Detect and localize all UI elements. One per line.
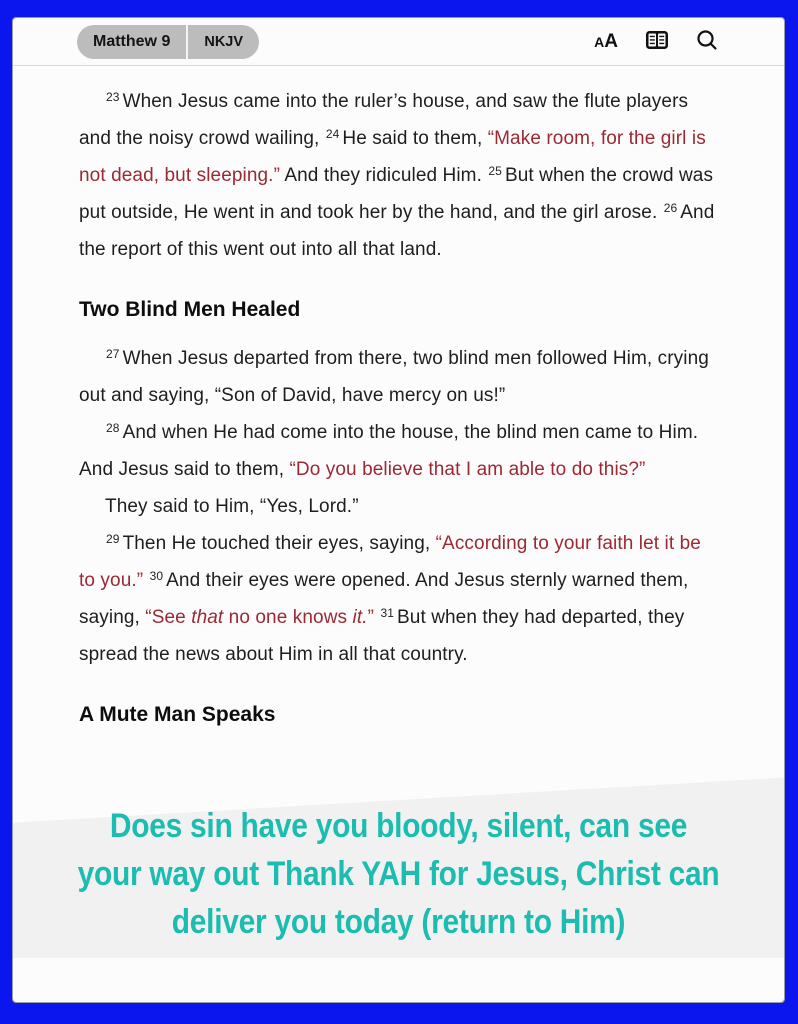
text-run: no one knows [223,607,353,628]
text-run: that [191,607,224,628]
translation-button[interactable]: NKJV [186,25,259,59]
verse-number: 27 [106,347,120,361]
font-settings-button[interactable] [594,32,618,51]
book-chapter-button[interactable]: Matthew 9 [93,32,171,50]
verse-paragraph [79,340,718,414]
verse-number: 31 [380,606,394,620]
bible-text [13,66,784,728]
verse-number: 29 [106,532,120,546]
search-button[interactable] [696,29,718,54]
text-run: But when the crowd was put outside, He went in and took her by the hand, and the girl arose. [79,165,714,223]
text-run: “Do you believe that I am able to do this?” [289,459,646,480]
overlay-line: deliver you today (return to Him) [171,903,626,941]
verse-number: 25 [488,164,502,178]
overlay-line: your way out Thank YAH for Jesus, Christ can [77,855,720,893]
reader-mode-button[interactable] [645,30,669,53]
search-icon [696,29,718,54]
text-run: And when He had come into the house, the blind men came to Him. And Jesus said to them, [79,422,699,480]
overlay-line: Does sin have you bloody, silent, can see [109,807,688,845]
text-run: “See [145,607,192,628]
text-run: And their eyes were opened. And Jesus sternly warned them, saying, [79,570,689,628]
toolbar-actions [594,29,718,54]
text-run: When Jesus departed from there, two blind men followed Him, crying out and saying, “Son of David, have mercy on us!” [79,348,709,406]
text-run: Then He touched their eyes, saying, [122,533,436,554]
text-run: And they ridiculed Him. [280,165,488,186]
section-heading: A Mute Man Speaks [79,703,276,726]
verse-number: 23 [106,90,120,104]
top-toolbar [13,18,784,66]
text-run: “According to your faith let it be to you.” [79,533,701,591]
text-run: “Make room, for the girl is not dead, but sleeping.” [79,128,706,186]
reference-picker-pill[interactable] [77,25,259,59]
verse-number: 28 [106,421,120,435]
overlay-message [13,802,784,946]
text-run: it. [352,607,368,628]
section-heading: Two Blind Men Healed [79,298,301,321]
text-run: And the report of this went out into all that land. [79,202,715,260]
verse-paragraph [79,414,718,488]
text-run [374,607,379,628]
verse-number: 24 [325,127,340,141]
text-run: They said to Him, “Yes, Lord.” [105,496,359,517]
verse-paragraph [79,83,718,268]
reader-book-icon [645,30,669,53]
text-run: But when they had departed, they spread the news about Him in all that country. [79,607,685,665]
text-run: He said to them, [342,128,488,149]
text-run: ” [367,607,375,628]
verse-paragraph [79,488,718,525]
verse-paragraph [79,525,718,673]
font-size-icon: AA [594,31,618,52]
verse-number: 30 [149,569,164,583]
verse-number: 26 [663,201,678,215]
text-run: When Jesus came into the ruler’s house, and saw the flute players and the noisy crowd wailing, [79,91,689,149]
app-screenshot-card [13,18,784,1002]
text-run [143,570,148,591]
